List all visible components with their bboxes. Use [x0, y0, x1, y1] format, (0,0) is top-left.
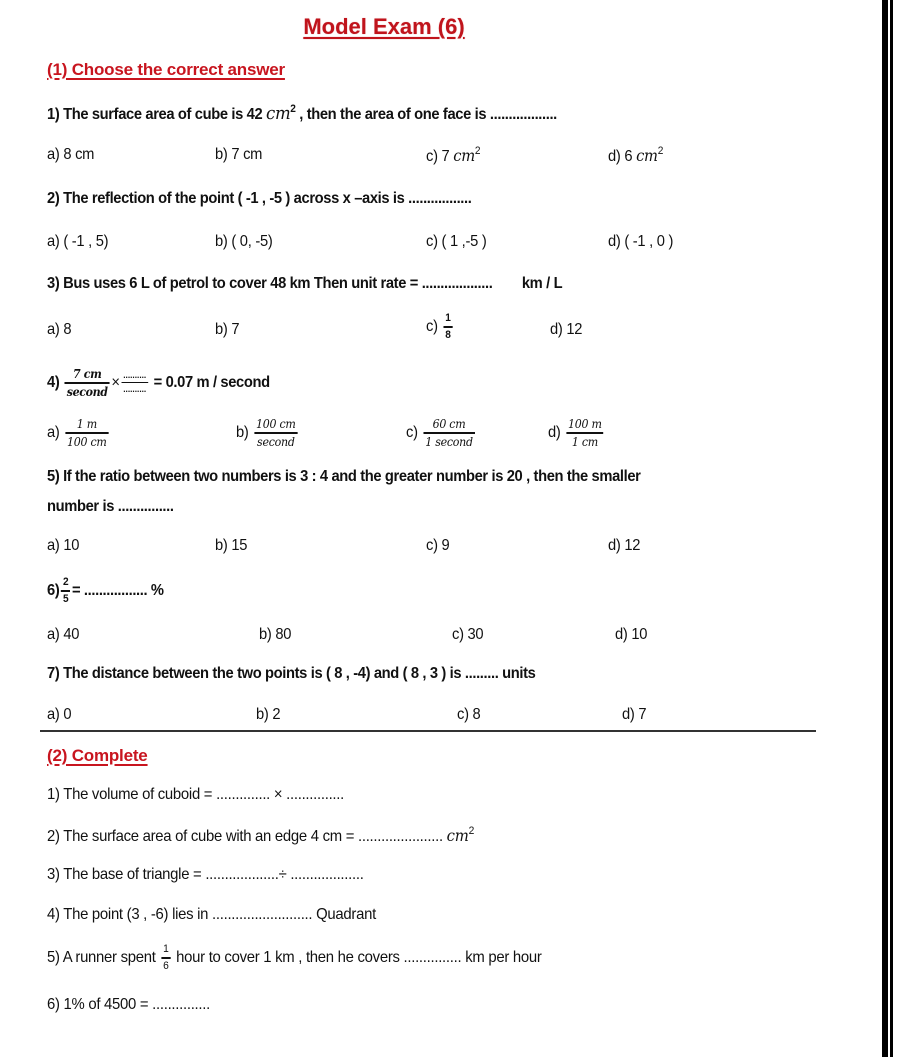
q2-option-b[interactable]: b) ( 0, -5) [215, 233, 273, 250]
superscript: 2 [468, 825, 475, 837]
question-number: 4) [47, 373, 60, 391]
fraction [65, 418, 108, 448]
q4-option-d[interactable] [548, 418, 605, 448]
page-border-thick [882, 0, 888, 1057]
denominator: 5 [63, 592, 69, 605]
complete-item-2 [47, 826, 474, 846]
q6-option-c[interactable]: c) 30 [452, 626, 484, 643]
option-label: c) [406, 423, 418, 441]
q3-option-a[interactable]: a) 8 [47, 321, 72, 338]
complete-item-6: 6) 1% of 4500 = ............... [47, 996, 210, 1013]
fraction [566, 418, 603, 448]
question-text: = ................. % [71, 581, 164, 599]
question-1 [47, 103, 557, 124]
item-text: 5) A runner spent [47, 948, 156, 966]
numerator: 60 cm [432, 417, 466, 431]
denominator: 1 cm [571, 434, 598, 449]
q3-option-b[interactable]: b) 7 [215, 321, 240, 338]
numerator: 1 [163, 943, 169, 955]
exam-title: Model Exam (6) [303, 14, 465, 39]
unit-cm: cm [446, 826, 469, 845]
numerator: 7 cm [72, 367, 102, 381]
complete-item-3: 3) The base of triangle = ...................÷ ................... [47, 866, 364, 883]
question-6 [47, 577, 164, 605]
q1-option-a[interactable]: a) 8 cm [47, 146, 95, 163]
q7-option-c[interactable]: c) 8 [457, 706, 481, 723]
question-5-line-1: 5) If the ratio between two numbers is 3 : 4 and the greater number is 20 , then the smaller [47, 468, 641, 485]
unit-cm: cm [266, 103, 291, 124]
complete-item-1: 1) The volume of cuboid = .............. × ............... [47, 786, 344, 803]
question-number: 6) [47, 581, 60, 599]
denominator: 100 cm [67, 434, 107, 449]
page-border-thin [890, 0, 893, 1057]
denominator: second [257, 434, 295, 449]
q1-option-c[interactable] [426, 146, 480, 166]
unit-km-per-l: km / L [521, 275, 563, 292]
complete-item-5 [47, 944, 542, 972]
denominator: 6 [163, 959, 169, 972]
fraction [65, 368, 110, 398]
superscript: 2 [290, 103, 296, 115]
superscript: 2 [474, 145, 481, 157]
q5-option-d[interactable]: d) 12 [608, 537, 641, 554]
numerator: 100 cm [256, 417, 296, 431]
question-7: 7) The distance between the two points is ( 8 , -4) and ( 8 , 3 ) is ......... units [47, 665, 536, 682]
item-text: 2) The surface area of cube with an edge 4 cm = ...................... [47, 828, 443, 845]
numerator: 2 [63, 576, 69, 588]
option-label: a) [47, 423, 60, 441]
fraction [61, 577, 70, 605]
complete-item-4: 4) The point (3 , -6) lies in .......................... Quadrant [47, 906, 376, 923]
option-label: d) 6 [608, 148, 637, 165]
q4-option-a[interactable] [47, 418, 110, 448]
q4-option-b[interactable] [236, 418, 299, 448]
q7-option-a[interactable]: a) 0 [47, 706, 72, 723]
option-label: b) [236, 423, 249, 441]
fraction [161, 944, 170, 972]
numerator: .......... [123, 370, 147, 381]
q5-option-c[interactable]: c) 9 [426, 537, 450, 554]
q5-option-b[interactable]: b) 15 [215, 537, 248, 554]
q5-option-a[interactable]: a) 10 [47, 537, 80, 554]
q7-option-d[interactable]: d) 7 [622, 706, 647, 723]
q2-option-c[interactable]: c) ( 1 ,-5 ) [426, 233, 487, 250]
numerator: 100 m [568, 417, 602, 431]
denominator: .......... [123, 384, 147, 395]
q2-option-d[interactable]: d) ( -1 , 0 ) [608, 233, 674, 250]
times-sign: × [111, 373, 120, 391]
q6-option-b[interactable]: b) 80 [259, 626, 292, 643]
numerator: 1 [445, 312, 451, 324]
question-text: , then the area of one face is .................. [295, 106, 557, 123]
denominator: 8 [445, 328, 451, 341]
section-divider [40, 730, 816, 732]
q2-option-a[interactable]: a) ( -1 , 5) [47, 233, 109, 250]
q4-option-c[interactable] [406, 418, 476, 448]
q6-option-a[interactable]: a) 40 [47, 626, 80, 643]
section-heading-complete: (2) Complete [47, 746, 148, 765]
question-2: 2) The reflection of the point ( -1 , -5 ) across x –axis is ................. [47, 190, 472, 207]
numerator: 1 m [76, 417, 97, 431]
section-heading-choose: (1) Choose the correct answer [47, 60, 285, 79]
denominator: second [66, 384, 108, 399]
superscript: 2 [657, 145, 664, 157]
question-text: 3) Bus uses 6 L of petrol to cover 48 km Then unit rate = ................... [47, 275, 493, 292]
question-text: 1) The surface area of cube is 42 [47, 106, 267, 123]
option-label: c) [426, 317, 438, 335]
denominator: 1 second [425, 434, 473, 449]
q3-option-c[interactable] [426, 313, 454, 341]
q3-option-d[interactable]: d) 12 [550, 321, 583, 338]
q7-option-b[interactable]: b) 2 [256, 706, 281, 723]
item-text: hour to cover 1 km , then he covers ............... km per hour [176, 948, 542, 966]
q6-option-d[interactable]: d) 10 [615, 626, 648, 643]
option-label: c) 7 [426, 148, 454, 165]
unit-cm: cm [636, 146, 658, 165]
q1-option-b[interactable]: b) 7 cm [215, 146, 263, 163]
option-label: d) [548, 423, 561, 441]
fraction [254, 418, 297, 448]
question-4 [47, 368, 270, 398]
q1-option-d[interactable] [608, 146, 663, 166]
question-5-line-2: number is ............... [47, 498, 174, 515]
fraction [443, 313, 452, 341]
question-text: = 0.07 m / second [153, 373, 270, 391]
fraction [423, 418, 474, 448]
blank-fraction [121, 371, 148, 394]
question-3 [47, 275, 562, 293]
unit-cm: cm [453, 146, 475, 165]
